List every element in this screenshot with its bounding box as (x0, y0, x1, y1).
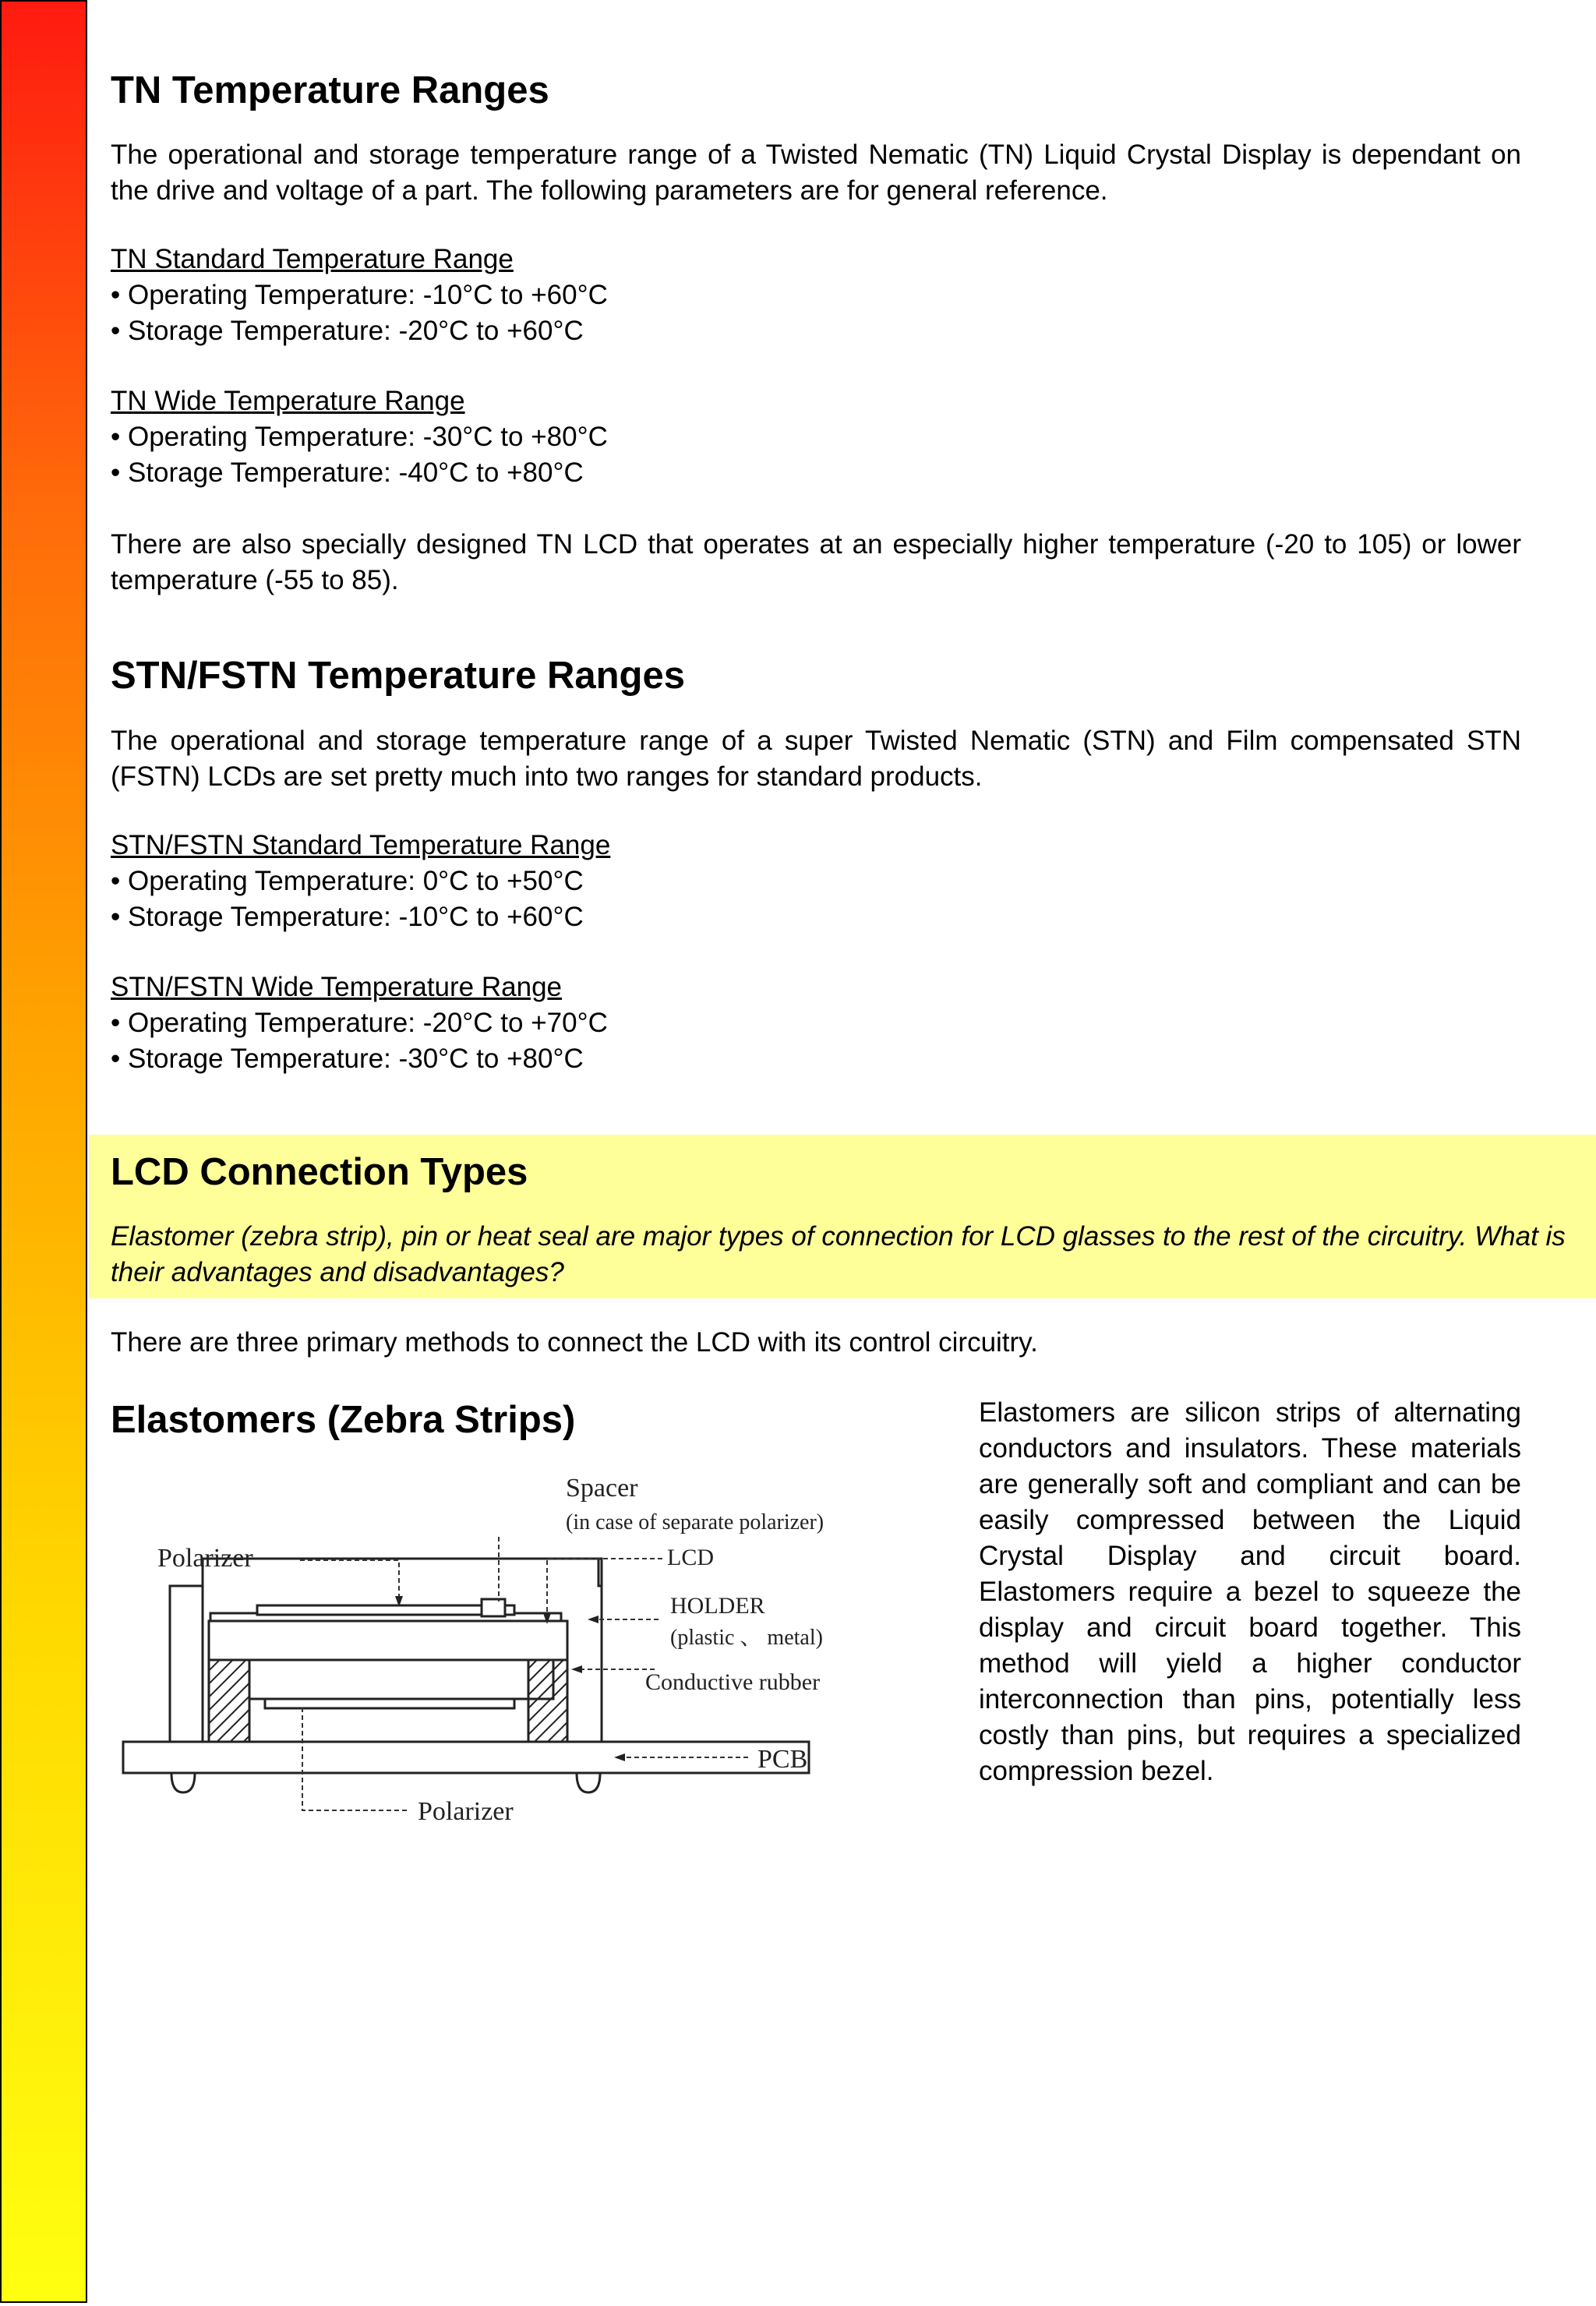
diagram-label-spacer-note: (in case of separate polarizer) (566, 1510, 824, 1534)
tn-standard-item: • Storage Temperature: -20°C to +60°C (111, 316, 584, 346)
stn-wide-title: STN/FSTN Wide Temperature Range (111, 972, 563, 1002)
stn-wide-item: • Storage Temperature: -30°C to +80°C (111, 1044, 584, 1074)
tn-intro: The operational and storage temperature range of a Twisted Nematic (TN) Liquid Crystal Display is dependant on the drive and voltage of a part. The following parameters are for general reference. (111, 139, 1521, 206)
diagram-label-spacer: Spacer (566, 1474, 638, 1503)
connection-question: Elastomer (zebra strip), pin or heat seal are major types of connection for LCD glasses to the rest of the circuitry. What is their advantages and disadvantages? (111, 1221, 1566, 1287)
tn-note: There are also specially designed TN LCD that operates at an especially higher temperature (-20 to 105) or lower temperature (-55 to 85). (111, 529, 1521, 595)
lcd-lower-glass (249, 1660, 553, 1699)
foot-right (577, 1773, 600, 1792)
tn-standard-title: TN Standard Temperature Range (111, 244, 514, 274)
diagram-label-conductive-rubber: Conductive rubber (645, 1669, 821, 1695)
tn-wide-item: • Operating Temperature: -30°C to +80°C (111, 422, 608, 452)
foot-left (171, 1773, 195, 1792)
diagram-label-polarizer-top: Polarizer (157, 1544, 253, 1573)
bottom-polarizer (265, 1699, 514, 1708)
stn-wide-item: • Operating Temperature: -20°C to +70°C (111, 1008, 608, 1038)
connection-heading: LCD Connection Types (111, 1151, 528, 1193)
lcd-glass (209, 1621, 567, 1660)
diagram-label-lcd: LCD (667, 1545, 714, 1570)
elastomer-body: Elastomers are silicon strips of alternating conductors and insulators. These materials are generally soft and compliant and can be easily compressed between the Liquid Crystal Display and circuit board. Elastomers require a bezel to squeeze the display and circuit board together. This method will yield a higher conductor interconnection than pins, potentially less costly than pins, but requires a specialized compression bezel. (979, 1397, 1521, 1786)
tn-wide-title: TN Wide Temperature Range (111, 386, 465, 416)
conductive-rubber-right (528, 1660, 567, 1742)
stn-standard-title: STN/FSTN Standard Temperature Range (111, 830, 611, 860)
spacer (482, 1599, 505, 1616)
top-polarizer (257, 1605, 514, 1615)
stn-standard-item: • Operating Temperature: 0°C to +50°C (111, 866, 584, 896)
elastomer-heading: Elastomers (Zebra Strips) (111, 1399, 576, 1441)
gradient-sidebar (0, 0, 87, 2303)
tn-standard-item: • Operating Temperature: -10°C to +60°C (111, 280, 608, 310)
stn-heading: STN/FSTN Temperature Ranges (111, 655, 685, 697)
diagram-label-polarizer-bottom: Polarizer (418, 1797, 514, 1826)
tn-wide-item: • Storage Temperature: -40°C to +80°C (111, 457, 584, 488)
diagram-label-pcb: PCB (757, 1745, 808, 1774)
stn-standard-item: • Storage Temperature: -10°C to +60°C (111, 902, 584, 932)
stn-intro: The operational and storage temperature range of a super Twisted Nematic (STN) and Film compensated STN (FSTN) LCDs are set pretty much into two ranges for standard products. (111, 726, 1521, 792)
connection-intro: There are three primary methods to connect the LCD with its control circuitry. (111, 1327, 1038, 1358)
tn-heading: TN Temperature Ranges (111, 69, 549, 111)
diagram-label-holder-note: (plastic 、 metal) (670, 1626, 823, 1650)
elastomer-connection-diagram (109, 1465, 920, 1855)
diagram-label-holder: HOLDER (670, 1593, 765, 1619)
conductive-rubber-left (209, 1660, 249, 1742)
